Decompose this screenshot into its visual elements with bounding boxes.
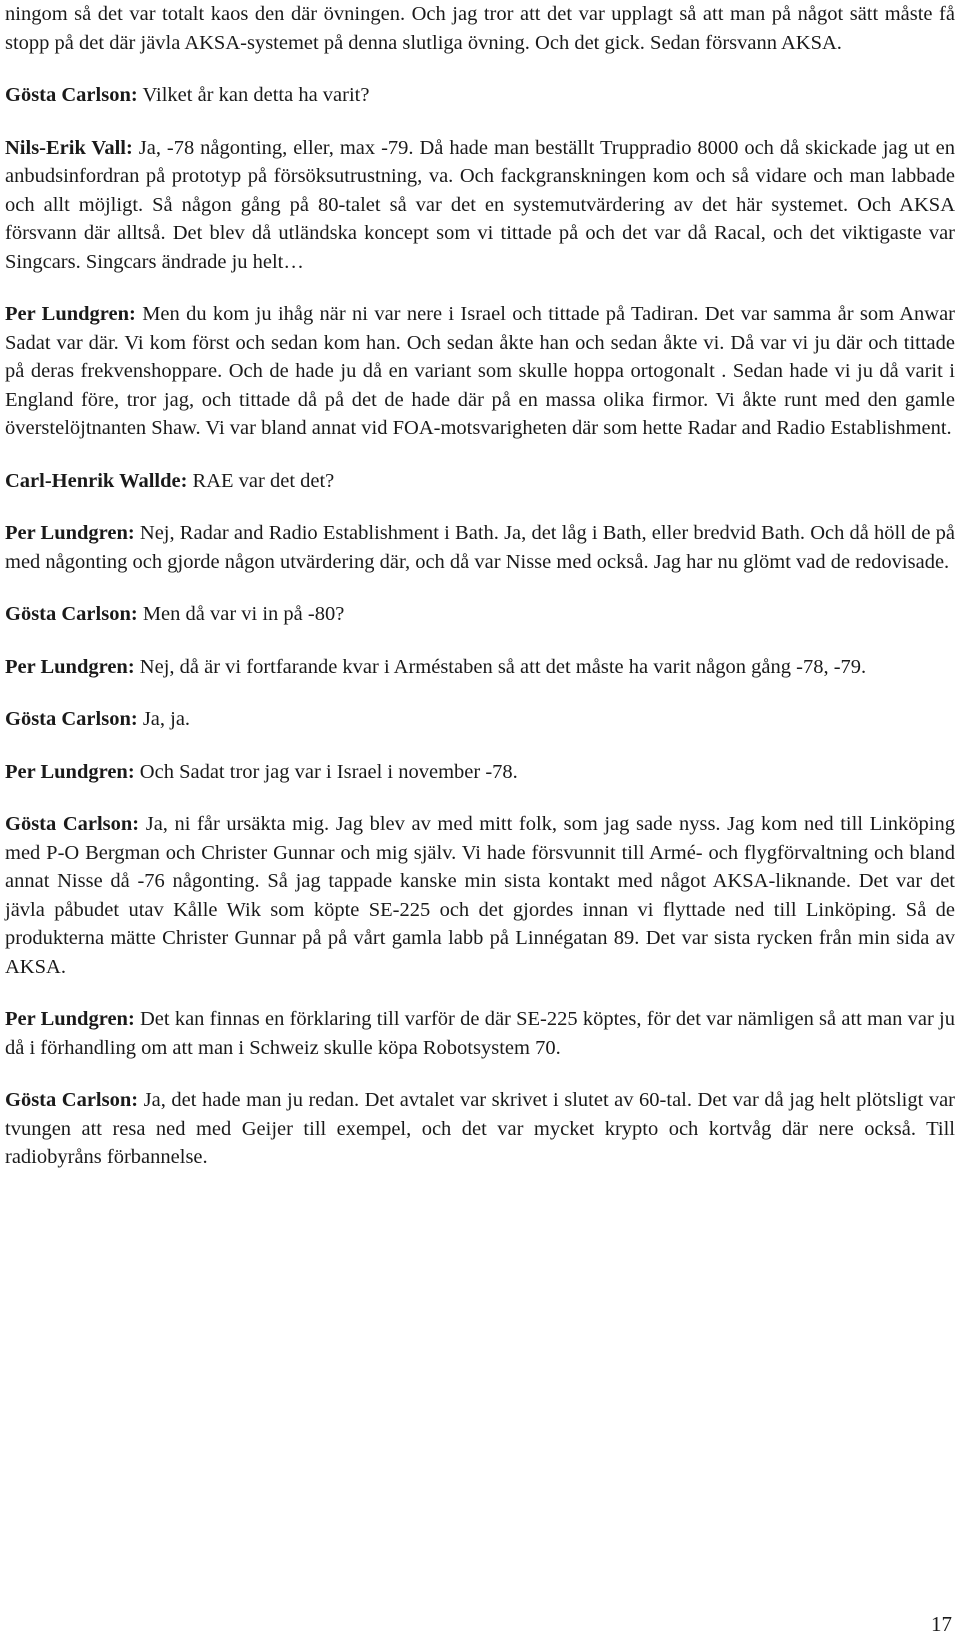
paragraph-text: Ja, det hade man ju redan. Det avtalet var skrivet i slutet av 60-tal. Det var då jag helt plötsligt var tvungen att resa ned med Geijer till exempel, och det var mycket krypto och kortvåg där nere också. Till radiobyråns förbannelse. [5, 1089, 956, 1168]
speaker-name: Gösta Carlson: [5, 708, 138, 730]
document-page [5, 0, 955, 1647]
paragraph [5, 705, 955, 734]
paragraph [5, 134, 955, 277]
speaker-name: Carl-Henrik Wallde: [5, 469, 188, 492]
paragraph [5, 467, 955, 496]
paragraph-text: Och Sadat tror jag var i Israel i november -78. [139, 760, 518, 783]
paragraph [5, 1086, 955, 1172]
paragraph [5, 810, 955, 981]
paragraph [5, 758, 955, 787]
paragraph [5, 300, 955, 443]
paragraph-text: Ja, ja. [142, 708, 191, 730]
paragraph [5, 600, 955, 629]
transcript-body [5, 0, 955, 1196]
paragraph-text: Det kan finnas en förklaring till varför de där SE-225 köptes, för det var nämligen så att man var ju då i förhandling om att man i Schweiz skulle köpa Robotsystem 70. [5, 1008, 955, 1059]
paragraph [5, 1005, 955, 1062]
page-number: 17 [931, 1612, 952, 1636]
paragraph-text: Men då var vi in på -80? [142, 603, 345, 625]
paragraph-text: Ja, -78 någonting, eller, max -79. Då hade man beställt Truppradio 8000 och då skickade jag ut en anbudsinfordran på prototyp på försöksutrustning, va. Och fackgranskningen kom och så vidare och man labbade och allt möjligt. Så någon gång på 80-talet så var det en systemutvärdering av det här systemet. Och AKSA försvann där alltså. Det blev då utländska koncept som vi tittade på och det var då Racal, och det viktigaste var Singcars. Singcars ändrade ju helt… [5, 136, 955, 273]
speaker-name: Per Lundgren: [5, 522, 135, 544]
speaker-name: Gösta Carlson: [5, 1089, 139, 1111]
speaker-name: Per Lundgren: [5, 303, 136, 325]
speaker-name: Per Lundgren: [5, 655, 135, 678]
speaker-name: Per Lundgren: [5, 1008, 135, 1030]
paragraph-text: Nej, Radar and Radio Establishment i Bath. Ja, det låg i Bath, eller bredvid Bath. Och då höll de på med någonting och gjorde någon utvärdering där, och då var Nisse med också. Jag har nu glömt vad de redovisade. [5, 522, 956, 573]
speaker-name: Nils-Erik Vall: [5, 136, 133, 159]
speaker-name: Gösta Carlson: [5, 813, 140, 835]
paragraph [5, 653, 955, 682]
paragraph [5, 0, 955, 57]
paragraph-text: Nej, då är vi fortfarande kvar i Arméstaben så att det måste ha varit någon gång -78, -79. [139, 655, 867, 678]
paragraph-text: Men du kom ju ihåg när ni var nere i Israel och tittade på Tadiran. Det var samma år som Anwar Sadat var där. Vi kom först och sedan kom han. Och sedan åkte han och sedan åkte vi. Då var vi ju där och tittade på deras frekvenshoppare. Och de hade ju då en variant som skulle hoppa ortogonalt . Sedan hade vi ju då varit i England före, tror jag, och tittade då på det de hade där på en massa olika firmor. Vi åkte runt med den gamle överstelöjtnanten Shaw. Vi var bland annat vid FOA-motsvarigheten där som hette Radar and Radio Establishment. [5, 303, 955, 439]
paragraph-text: RAE var det det? [192, 469, 335, 492]
speaker-name: Gösta Carlson: [5, 603, 138, 625]
speaker-name: Gösta Carlson: [5, 84, 138, 106]
speaker-name: Per Lundgren: [5, 760, 135, 783]
paragraph-text: Vilket år kan detta ha varit? [142, 84, 370, 106]
paragraph [5, 81, 955, 110]
paragraph-text: ningom så det var totalt kaos den där övningen. Och jag tror att det var upplagt så att man på något sätt måste få stopp på det där jävla AKSA-systemet på denna slutliga övning. Och det gick. Sedan försvann AKSA. [5, 3, 955, 54]
paragraph [5, 519, 955, 576]
paragraph-text: Ja, ni får ursäkta mig. Jag blev av med mitt folk, som jag sade nyss. Jag kom ned till Linköping med P-O Bergman och Christer Gunnar och mig själv. Vi hade försvunnit till Armé- och flygförvaltning och bland annat Nisse då -76 någonting. Så jag tappade kanske min sista kontakt med något AKSA-liknande. Det var det jävla påbudet utav Kålle Wik som köpte SE-225 och det gjordes innan vi flyttade ned till Linköping. Så de produkterna mätte Christer Gunnar på på vårt gamla labb på Linnégatan 89. Det var sista rycken från min sida av AKSA. [5, 813, 955, 978]
